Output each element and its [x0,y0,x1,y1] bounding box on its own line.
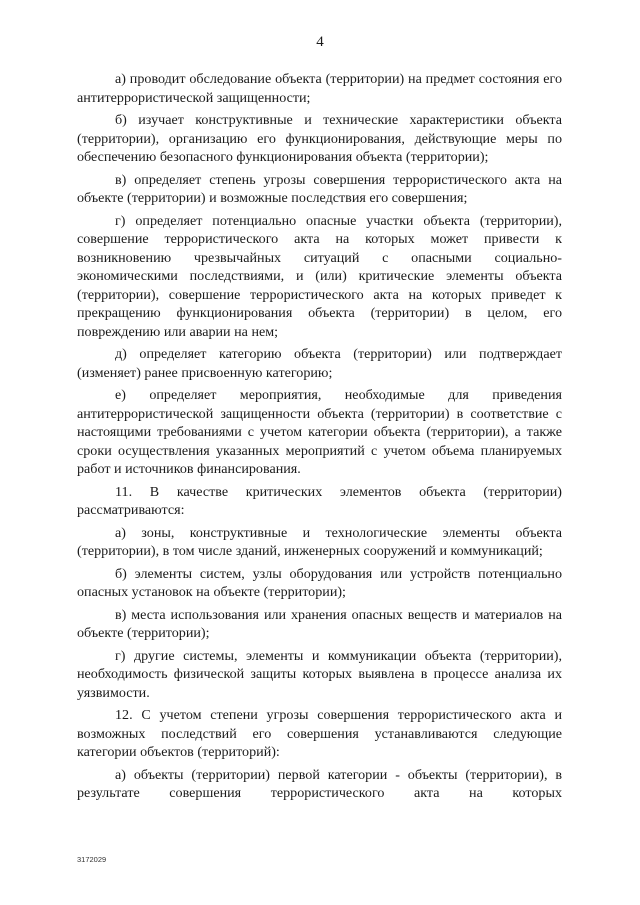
paragraph-11c: в) места использования или хранения опасных веществ и материалов на объекте (территории); [77,606,562,641]
page-number: 4 [316,34,324,50]
paragraph-10a: а) проводит обследование объекта (территории) на предмет состояния его антитеррористической защищенности; [77,71,562,106]
paragraph-11a: а) зоны, конструктивные и технологические элементы объекта (территории), в том числе зданий, инженерных сооружений и коммуникаций; [77,524,562,559]
paragraph-10d: г) определяет потенциально опасные участки объекта (территории), совершение террористического акта на которых может привести к возникновению чрезвычайных ситуаций с опасными социально-экономическими последствиями, и (или) критические элементы объекта (территории), совершение террористического акта на которых приведет к прекращению функционирования объекта (территории) в целом, его повреждению или аварии на нем; [77,212,562,340]
paragraph-11b: б) элементы систем, узлы оборудования или устройств потенциально опасных установок на объекте (территории); [77,565,562,600]
document-code: 3172029 [77,855,107,864]
document-body [77,70,562,807]
paragraph-10f: е) определяет мероприятия, необходимые для приведения антитеррористической защищенности объекта (территории) в соответствие с настоящими требованиями с учетом категории объекта (территории), а также сроки осуществления указанных мероприятий с учетом объема планируемых работ и источников финансирования. [77,387,562,477]
paragraph-11: 11. В качестве критических элементов объекта (территории) рассматриваются: [77,483,562,518]
paragraph-11d: г) другие системы, элементы и коммуникации объекта (территории), необходимость физической защиты которых выявлена в процессе анализа их уязвимости. [77,647,562,701]
paragraph-10c: в) определяет степень угрозы совершения террористического акта на объекте (территории) и возможные последствия его совершения; [77,171,562,206]
paragraph-10b: б) изучает конструктивные и технические характеристики объекта (территории), организацию его функционирования, действующие меры по обеспечению безопасного функционирования объекта (территории); [77,112,562,165]
paragraph-12a: а) объекты (территории) первой категории - объекты (территории), в результате совершения террористического акта на которых [77,766,562,801]
paragraph-10e: д) определяет категорию объекта (территории) или подтверждает (изменяет) ранее присвоенную категорию; [77,346,562,381]
paragraph-12: 12. С учетом степени угрозы совершения террористического акта и возможных последствий его совершения устанавливаются следующие категории объектов (территорий): [77,707,562,760]
